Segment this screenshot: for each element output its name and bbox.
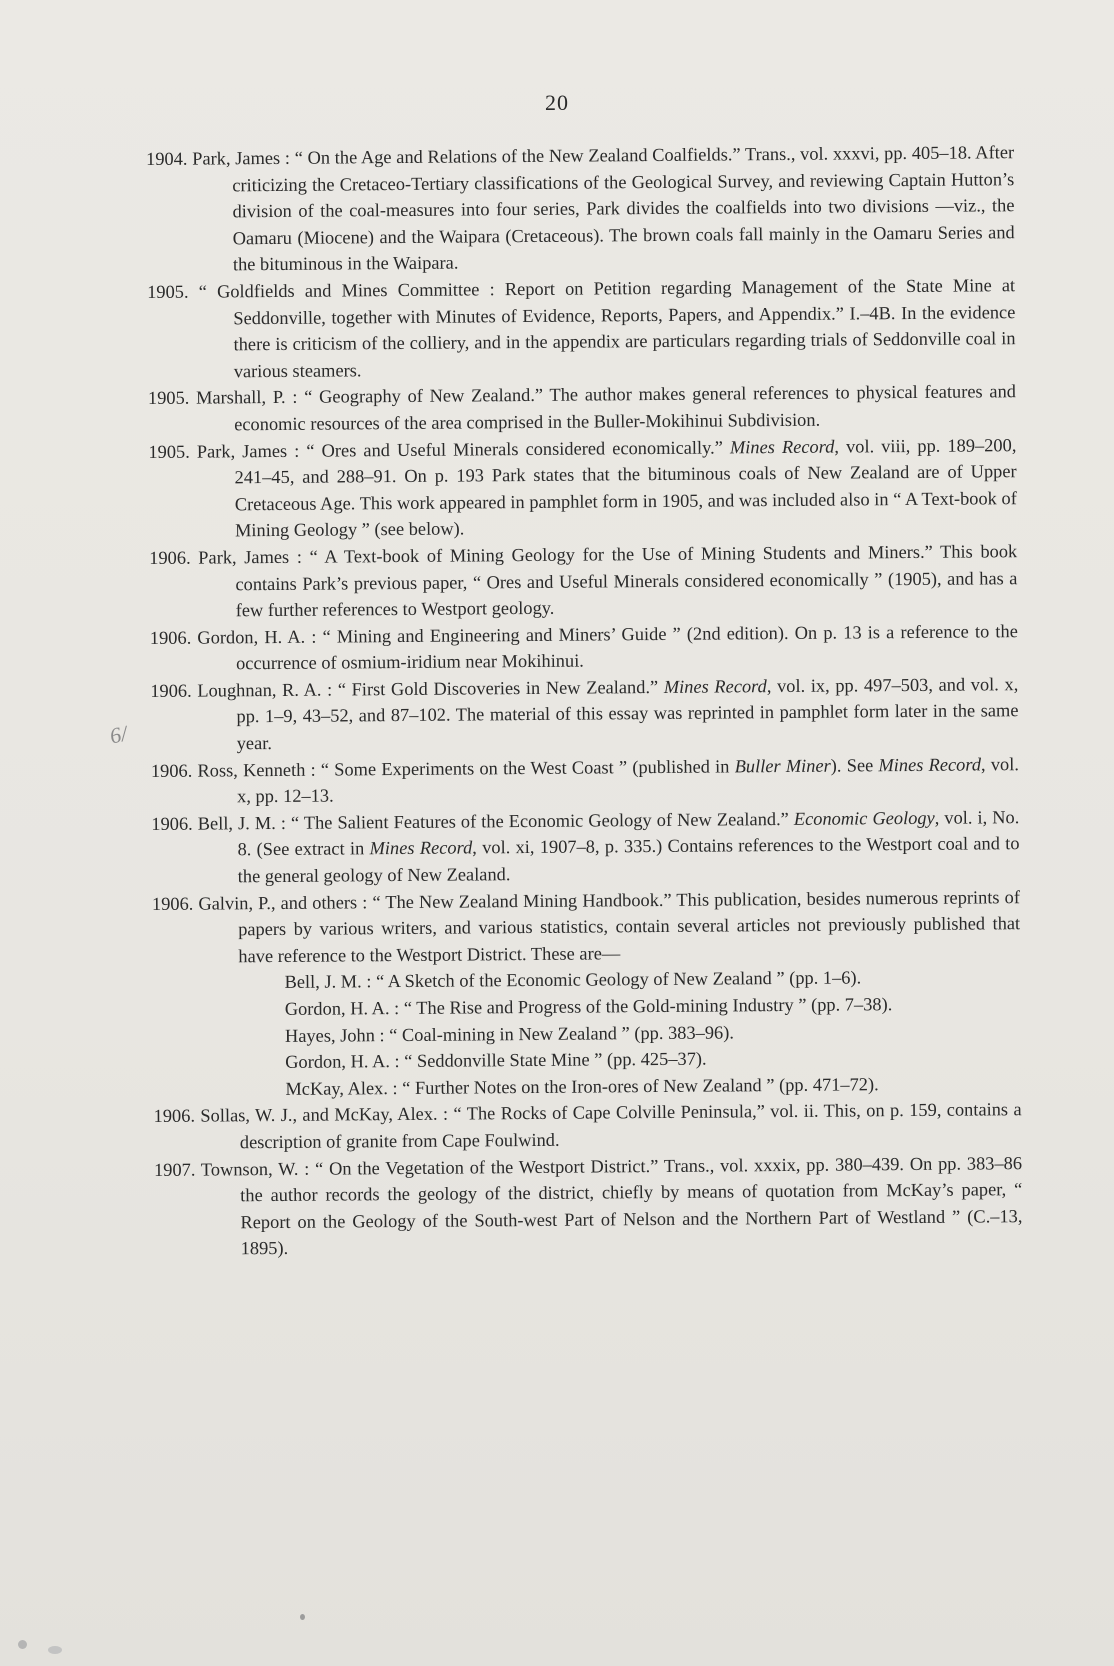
bibliography-entry: 1905. “ Goldfields and Mines Committee : Report on Petition regarding Management of the State Mine at Seddonville, together with Minutes of Evidence, Reports, Papers, and Appendix.” I.–4B. In the evidence there is criticism of the colliery, and in the appendix are particulars regarding trials of Seddonville coal in various steamers. [147,275,1016,382]
bibliography-entry [148,432,1017,545]
sub-reference-item: Bell, J. M. : “ A Sketch of the Economic Geology of New Zealand ” (pp. 1–6). [284,967,862,993]
entry-text: 1906. Ross, Kenneth : “ Some Experiments on the West Coast ” (published in [150,756,735,781]
entry-text: ). See [830,754,879,776]
sub-reference-list [152,964,1021,1104]
page-number: 20 [545,90,569,115]
paper-speck [300,1614,305,1620]
bibliography-entry: 1906. Gordon, H. A. : “ Mining and Engineering and Miners’ Guide ” (2nd edition). On p. 13 is a reference to the occurrence of osmium-iridium near Mokihinui. [149,620,1018,674]
entry-text: 1906. Loughnan, R. A. : “ First Gold Discoveries in New Zealand.” [150,676,664,701]
bibliography-entry: 1906. Sollas, W. J., and McKay, Alex. : “ The Rocks of Cape Colville Peninsula,” vol. ii. This, on p. 159, contains a description of granite from Cape Foulwind. [153,1099,1022,1153]
sub-reference-item: Hayes, John : “ Coal-mining in New Zealand ” (pp. 383–96). [284,1022,734,1046]
journal-title: Economic Geology [793,807,935,829]
journal-title: Mines Record [663,676,767,697]
sub-reference-item: Gordon, H. A. : “ Seddonville State Mine ” (pp. 425–37). [285,1048,707,1073]
bibliography-list [146,139,1023,1263]
entry-text: , vol. x, pp. 12–13. [237,753,1019,807]
entry-text: , vol. ix, pp. 497–503, and vol. x, pp. 1–9, 43–52, and 87–102. The material of this essay was reprinted in pamphlet form later in the same year. [236,674,1019,754]
handwritten-margin-note: 6/ [107,720,130,749]
entry-text: 1906. Bell, J. M. : “ The Salient Features of the Economic Geology of New Zealand.” [151,808,794,834]
sub-reference-item: Gordon, H. A. : “ The Rise and Progress of the Gold-mining Industry ” (pp. 7–38). [284,994,893,1019]
journal-title: Mines Record [878,754,982,775]
entry-text: , vol. xi, 1907–8, p. 335.) Contains references to the Westport coal and to the general geology of New Zealand. [237,833,1020,887]
paper-speck [18,1640,27,1649]
journal-title: Mines Record [729,436,835,457]
bibliography-entry: 1904. Park, James : “ On the Age and Relations of the New Zealand Coalfields.” Trans., vol. xxxvi, pp. 405–18. After criticizing the Cretaceo-Tertiary classifications of the Geological Survey, and reviewing Captain Hutton’s division of the coal-measures into four series, Park divides the coalfields into two divisions —viz., the Oamaru (Miocene) and the Waipara (Cretaceous). The brown coals fall mainly in the Oamaru Series and the bituminous in the Waipara. [146,142,1015,275]
bibliography-entry [151,751,1019,811]
paper-speck [48,1646,62,1654]
bibliography-entry [150,671,1019,758]
entry-text: 1905. Park, James : “ Ores and Useful Minerals considered economically.” [148,436,731,462]
journal-title: Mines Record [369,837,473,859]
bibliography-entry: 1905. Marshall, P. : “ Geography of New Zealand.” The author makes general references to physical features and economic resources of the area comprised in the Buller-Mokihinui Subdivision. [147,381,1017,435]
entry-text: , vol. i, No. 8. (See extract in [237,807,1020,860]
journal-title: Buller Miner [734,755,831,777]
entry-text: , vol. viii, pp. 189–200, 241–45, and 288–91. On p. 193 Park states that the bituminous coals of New Zealand are of Upper Cretaceous Age. This work appeared in pamphlet form in 1905, and was included also in “ A Text-book of Mining Geology ” (see below). [234,434,1017,541]
bibliography-entry [151,804,1020,891]
bibliography-entry: 1906. Galvin, P., and others : “ The New Zealand Mining Handbook.” This publication, besides numerous reprints of papers by various writers, and various statistics, contain several articles not previously published that have reference to the Westport District. These are— [151,886,1021,967]
bibliography-entry: 1906. Park, James : “ A Text-book of Mining Geology for the Use of Mining Students and Miners.” This book contains Park’s previous paper, “ Ores and Useful Minerals considered economically ” (1905), and has a few further references to Westport geology. [149,541,1018,621]
bibliography-entry: 1907. Townson, W. : “ On the Vegetation of the Westport District.” Trans., vol. xxxix, pp. 380–439. On pp. 383–86 the author records the geology of the district, chiefly by means of quotation from McKay’s paper, “ Report on the Geology of the South-west Part of Nelson and the Northern Part of Westland ” (C.–13, 1895). [153,1152,1023,1259]
sub-reference-item: McKay, Alex. : “ Further Notes on the Iron-ores of New Zealand ” (pp. 471–72). [285,1074,879,1099]
